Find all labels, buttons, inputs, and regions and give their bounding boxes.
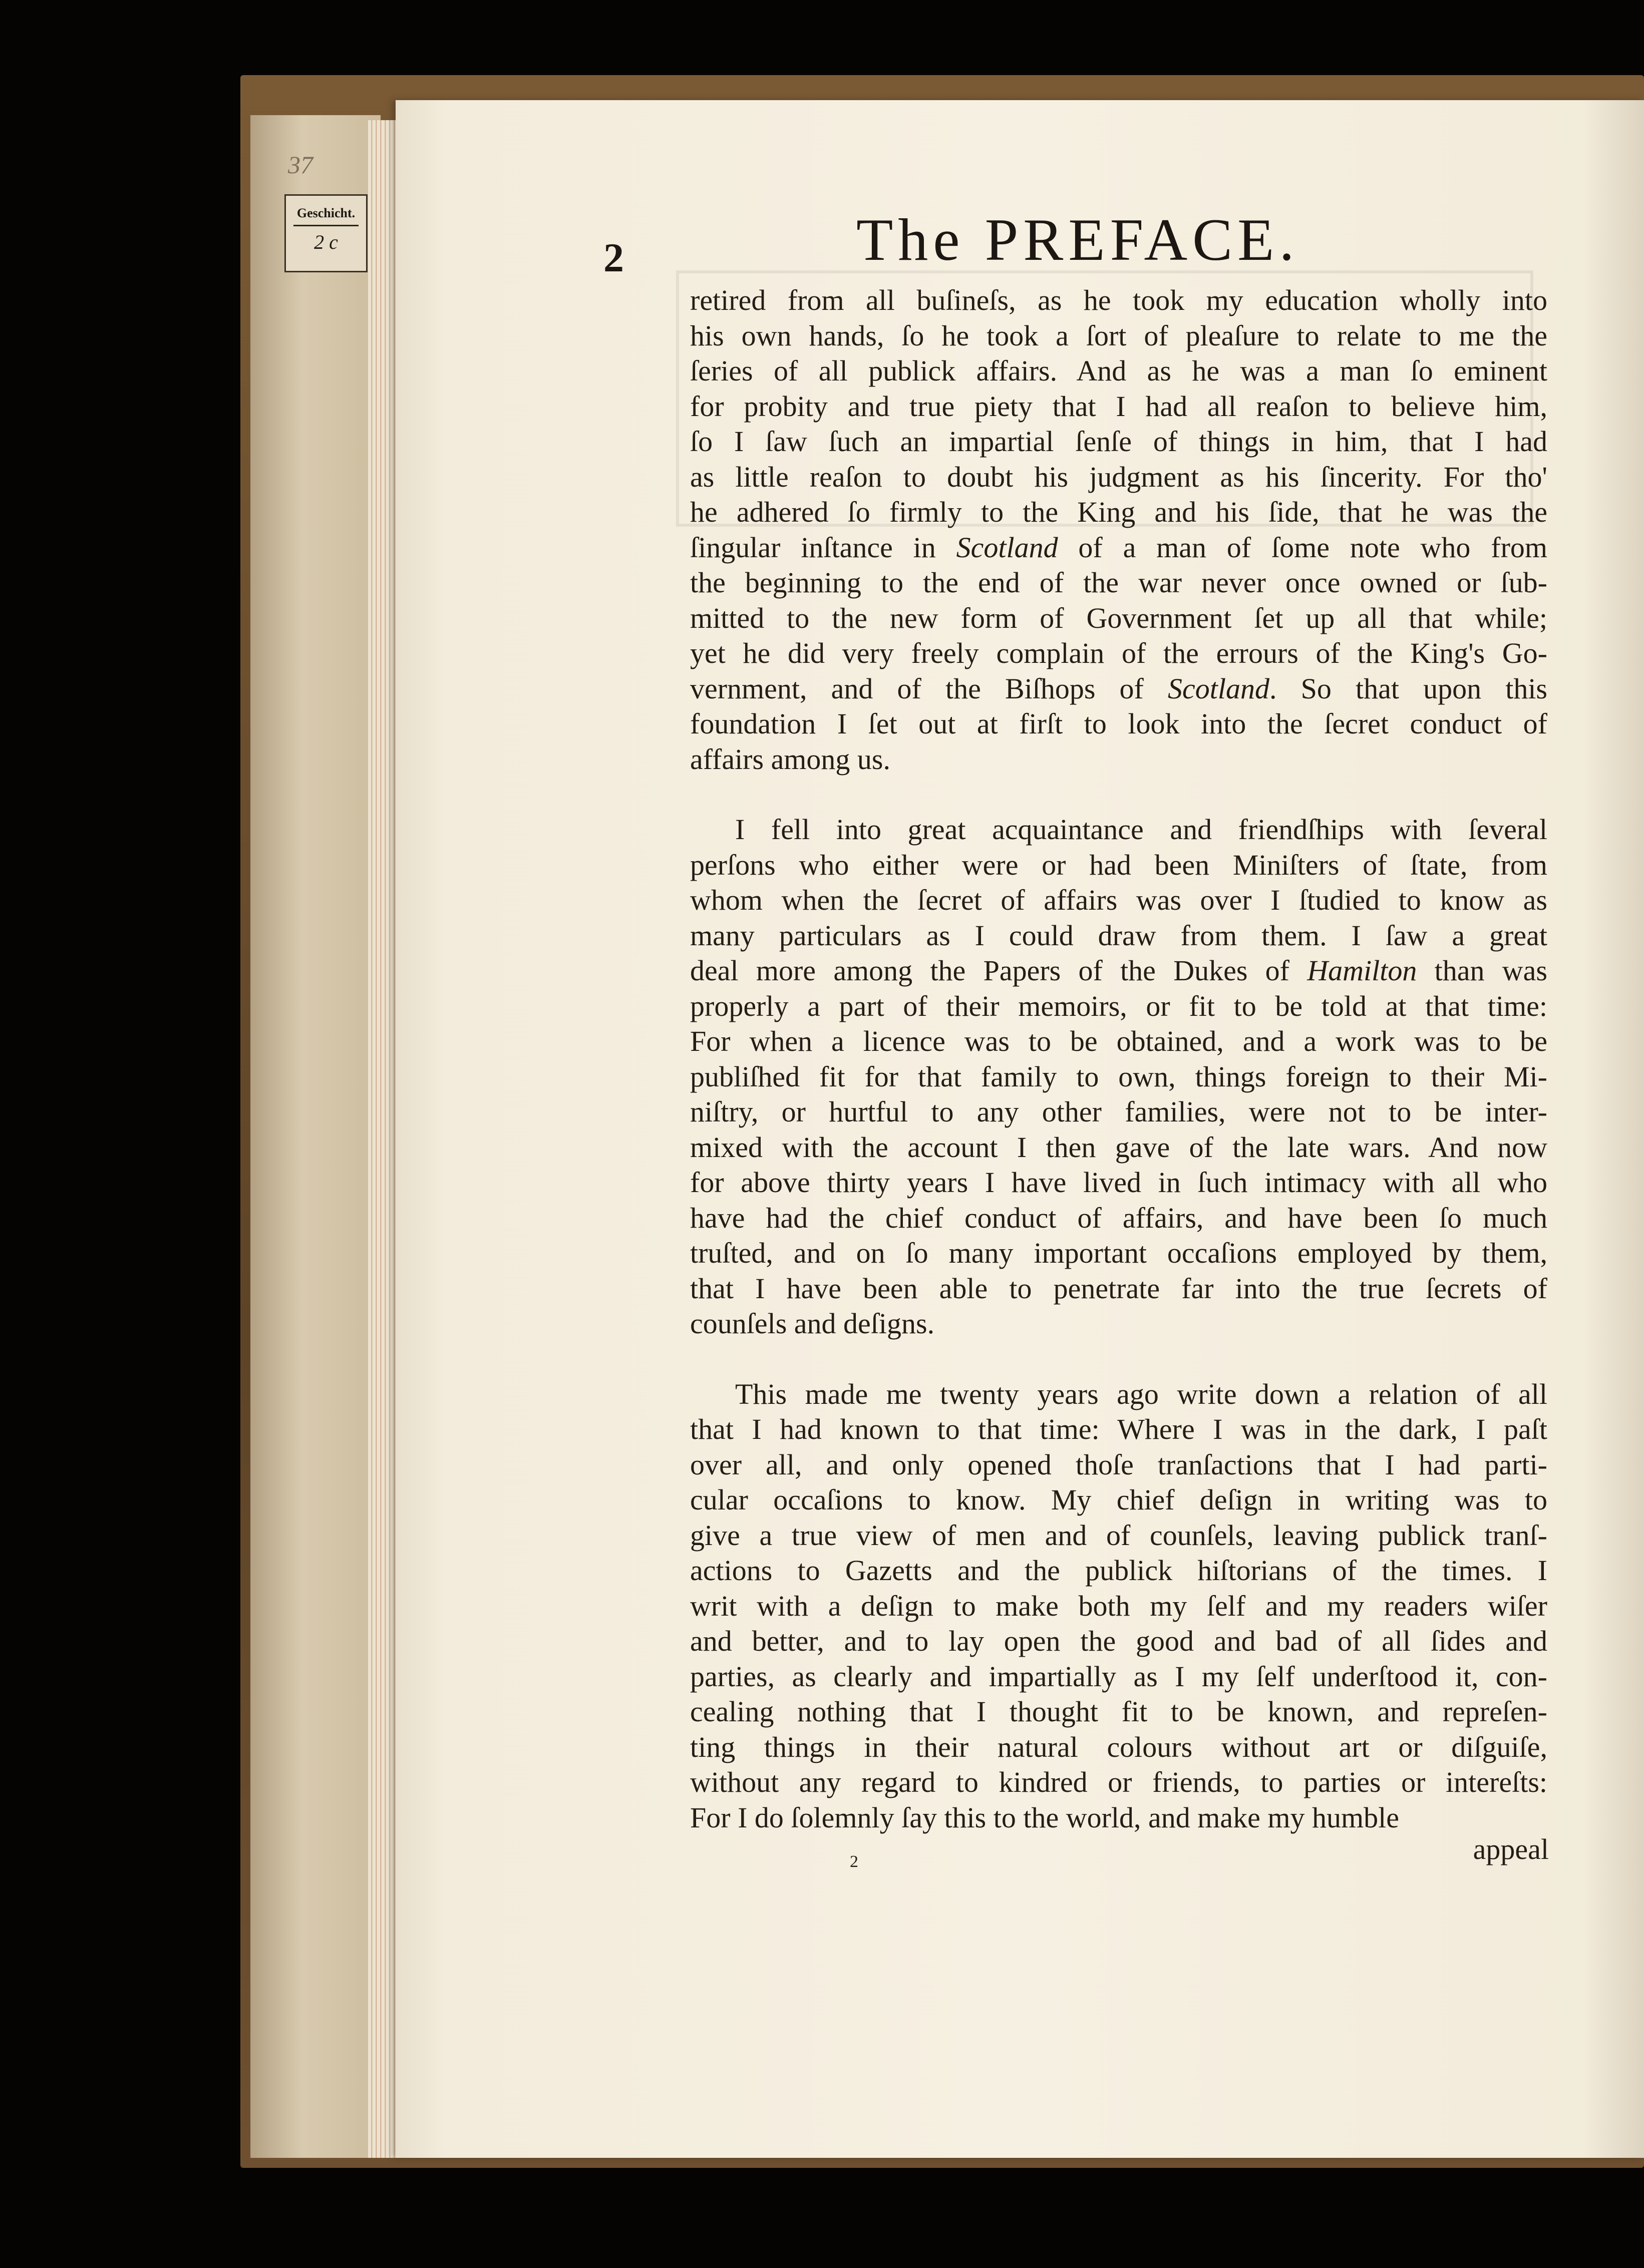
text-line: and better, and to lay open the good and bad of all ſides and	[690, 1625, 1547, 1657]
text-line: For when a licence was to be obtained, and a work was to be	[690, 1025, 1547, 1057]
text-line: without any regard to kindred or friends, to parties or intereſts:	[690, 1766, 1547, 1798]
text-line: For I do ſolemnly ſay this to the world, and make my humble	[690, 1801, 1399, 1834]
text-line: his own hands, ſo he took a ſort of pleaſure to relate to me the	[690, 319, 1547, 352]
text-line: ſeries of all publick affairs. And as he was a man ſo eminent	[690, 354, 1547, 387]
text-line: This made me twenty years ago write down a relation of all	[735, 1377, 1547, 1410]
text-line: deal more among the Papers of the Dukes of Hamilton than was	[690, 954, 1547, 987]
shelf-label-rule	[293, 225, 359, 226]
text-line: actions to Gazetts and the publick hiſtorians of the times. I	[690, 1554, 1547, 1587]
text-line: retired from all buſineſs, as he took my education wholly into	[690, 284, 1547, 316]
text-line: over all, and only opened thoſe tranſactions that I had parti-	[690, 1448, 1547, 1481]
binding-strip	[250, 115, 381, 2158]
body-text	[690, 283, 1547, 1835]
text-line: vernment, and of the Biſhops of Scotland. So that upon this	[690, 672, 1548, 705]
pencil-mark: 37	[288, 151, 313, 179]
text-line: ting things in their natural colours without art or diſguiſe,	[690, 1730, 1547, 1763]
catchword: appeal	[1473, 1833, 1549, 1865]
text-line: perſons who either were or had been Miniſters of ſtate, from	[690, 848, 1547, 881]
text-line: whom when the ſecret of affairs was over I ſtudied to know as	[690, 884, 1547, 916]
text-line: the beginning to the end of the war never once owned or ſub-	[690, 566, 1547, 599]
signature-mark: 2	[850, 1852, 858, 1871]
text-line: I fell into great acquaintance and friendſhips with ſeveral	[735, 813, 1547, 846]
shelf-label-category: Geschicht.	[296, 206, 356, 220]
text-line: niſtry, or hurtful to any other families, were not to be inter-	[690, 1095, 1547, 1128]
text-line: counſels and deſigns.	[690, 1307, 935, 1340]
shelf-label	[284, 194, 368, 272]
text-line: give a true view of men and of counſels, leaving publick tranſ-	[690, 1519, 1547, 1552]
text-line: cular occaſions to know. My chief deſign in writing was to	[690, 1483, 1547, 1516]
page-number: 2	[603, 235, 624, 280]
page-shadow	[1584, 100, 1644, 2158]
paragraph	[690, 812, 1547, 1342]
paragraph	[690, 1377, 1547, 1836]
text-line: many particulars as I could draw from them. I ſaw a great	[690, 919, 1547, 952]
shelf-label-number: 2 c	[314, 231, 338, 253]
text-line: as little reaſon to doubt his judgment as his ſincerity. For tho'	[690, 460, 1547, 493]
text-line: truſted, and on ſo many important occaſions employed by them,	[690, 1237, 1547, 1269]
text-line: affairs among us.	[690, 742, 890, 776]
paragraph	[690, 283, 1547, 777]
text-line: publiſhed fit for that family to own, things foreign to their Mi-	[690, 1060, 1547, 1093]
text-line: ſo I ſaw ſuch an impartial ſenſe of things in him, that I had	[690, 425, 1547, 458]
text-line: cealing nothing that I thought fit to be known, and repreſen-	[690, 1695, 1547, 1728]
text-line: ſingular inſtance in Scotland of a man of ſome note who from	[690, 531, 1547, 564]
text-line: foundation I ſet out at firſt to look into the ſecret conduct of	[690, 707, 1547, 740]
text-line: properly a part of their memoirs, or fit to be told at that time:	[690, 989, 1547, 1022]
text-line: he adhered ſo firmly to the King and his ſide, that he was the	[690, 496, 1547, 528]
text-line: parties, as clearly and impartially as I my ſelf underſtood it, con-	[690, 1660, 1547, 1693]
text-line: mitted to the new form of Government ſet up all that while;	[690, 601, 1547, 634]
text-line: that I have been able to penetrate far into the true ſecrets of	[690, 1272, 1547, 1305]
text-line: that I had known to that time: Where I was in the dark, I paſt	[690, 1413, 1547, 1445]
text-line: writ with a deſign to make both my ſelf and my readers wiſer	[690, 1589, 1547, 1622]
text-line: have had the chief conduct of affairs, and have been ſo much	[690, 1201, 1547, 1234]
text-line: mixed with the account I then gave of the late wars. And now	[690, 1130, 1547, 1164]
running-title: The PREFACE.	[856, 206, 1299, 273]
text-line: yet he did very freely complain of the errours of the King's Go-	[690, 637, 1547, 669]
text-line: for probity and true piety that I had all reaſon to believe him,	[690, 390, 1547, 423]
text-line: for above thirty years I have lived in ſuch intimacy with all who	[690, 1166, 1547, 1199]
